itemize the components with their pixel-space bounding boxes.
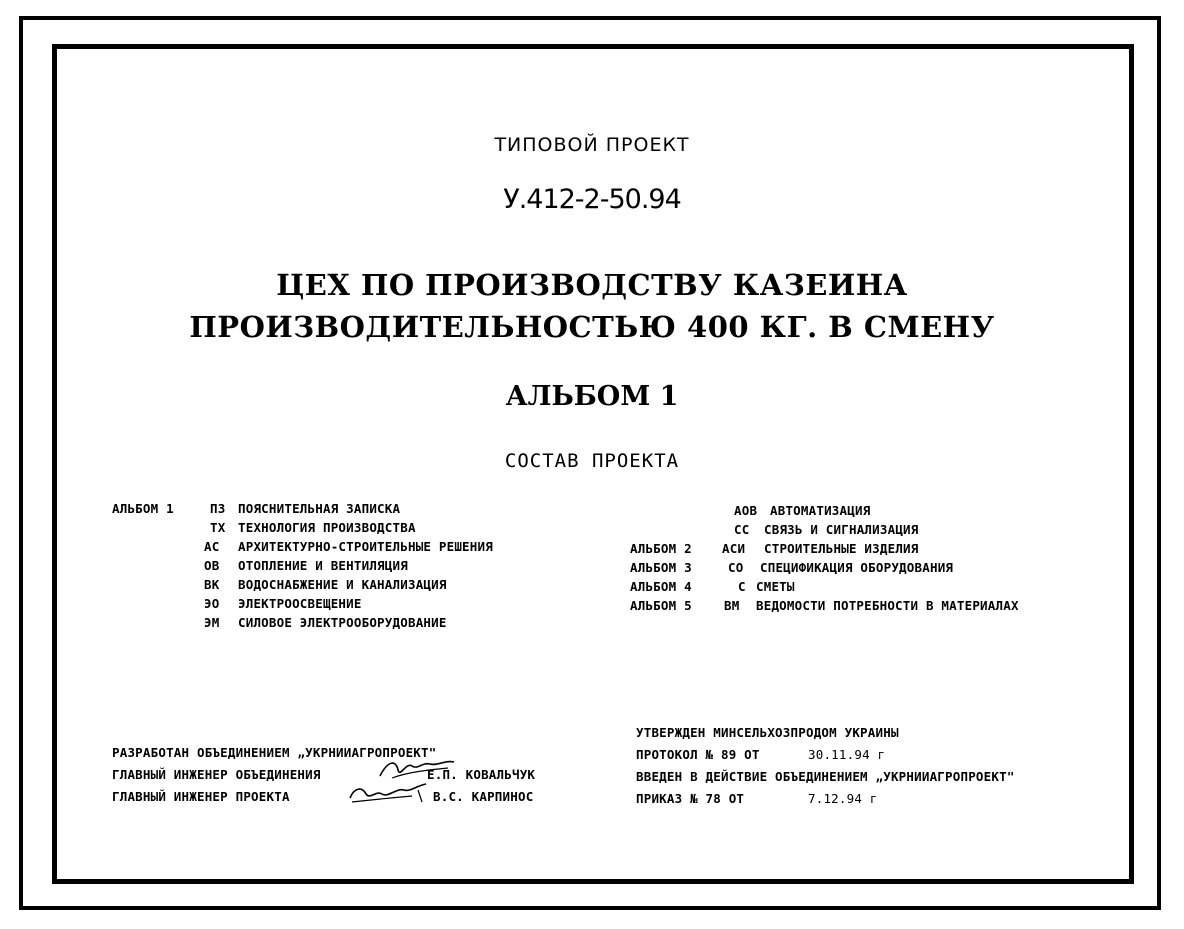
signature-icon [346, 780, 430, 808]
section-name: СИЛОВОЕ ЭЛЕКТРООБОРУДОВАНИЕ [238, 615, 447, 630]
chief-engineer-assoc-label: ГЛАВНЫЙ ИНЖЕНЕР ОБЪЕДИНЕНИЯ [112, 767, 321, 782]
title-line-1: ЦЕХ ПО ПРОИЗВОДСТВУ КАЗЕИНА [276, 268, 908, 302]
section-name: АРХИТЕКТУРНО-СТРОИТЕЛЬНЫЕ РЕШЕНИЯ [238, 539, 493, 554]
section-code: ТХ [210, 520, 226, 535]
enacted-by: ВВЕДЕН В ДЕЙСТВИЕ ОБЪЕДИНЕНИЕМ „УКРНИИАГРОПРОЕКТ" [636, 769, 1015, 784]
section-code: СС [734, 522, 750, 537]
section-code: ПЗ [210, 501, 226, 516]
section-code: ОВ [204, 558, 220, 573]
section-name: ВОДОСНАБЖЕНИЕ И КАНАЛИЗАЦИЯ [238, 577, 447, 592]
composition-heading: СОСТАВ ПРОЕКТА [504, 450, 680, 472]
section-name: ВЕДОМОСТИ ПОТРЕБНОСТИ В МАТЕРИАЛАХ [756, 598, 1019, 613]
album-number: АЛЬБОМ 5 [630, 598, 692, 613]
protocol-date: 30.11.94 г [808, 747, 886, 762]
protocol-label: ПРОТОКОЛ № 89 ОТ [636, 747, 760, 762]
album-number: АЛЬБОМ 2 [630, 541, 692, 556]
approved-by: УТВЕРЖДЕН МИНСЕЛЬХОЗПРОДОМ УКРАИНЫ [636, 725, 899, 740]
section-name: ЭЛЕКТРООСВЕЩЕНИЕ [238, 596, 362, 611]
section-name: ТЕХНОЛОГИЯ ПРОИЗВОДСТВА [238, 520, 416, 535]
chief-engineer-project-name: В.С. КАРПИНОС [433, 789, 534, 804]
section-name: СМЕТЫ [756, 579, 795, 594]
chief-engineer-assoc-row [112, 766, 536, 783]
album-number: АЛЬБОМ 1 [112, 501, 174, 516]
section-code: С [738, 579, 746, 594]
section-name: СВЯЗЬ И СИГНАЛИЗАЦИЯ [764, 522, 919, 537]
section-code: ВК [204, 577, 220, 592]
section-name: ПОЯСНИТЕЛЬНАЯ ЗАПИСКА [238, 501, 401, 516]
section-name: СТРОИТЕЛЬНЫЕ ИЗДЕЛИЯ [764, 541, 919, 556]
chief-engineer-project-row [112, 788, 534, 805]
album-heading: АЛЬБОМ 1 [505, 381, 679, 412]
protocol-row [636, 746, 886, 763]
chief-engineer-project-label: ГЛАВНЫЙ ИНЖЕНЕР ПРОЕКТА [112, 789, 290, 804]
section-code: АОВ [734, 503, 758, 518]
section-code: ЭО [204, 596, 220, 611]
section-code: ВМ [724, 598, 740, 613]
section-code: АСИ [722, 541, 746, 556]
title-line-2: ПРОИЗВОДИТЕЛЬНОСТЬЮ 400 КГ. В СМЕНУ [189, 310, 995, 344]
section-code: ЭМ [204, 615, 220, 630]
section-name: ОТОПЛЕНИЕ И ВЕНТИЛЯЦИЯ [238, 558, 408, 573]
typical-project-label: ТИПОВОЙ ПРОЕКТ [494, 134, 690, 156]
order-row [636, 790, 878, 807]
album-number: АЛЬБОМ 3 [630, 560, 692, 575]
developed-by: РАЗРАБОТАН ОБЪЕДИНЕНИЕМ „УКРНИИАГРОПРОЕКТ" [112, 745, 437, 760]
order-label: ПРИКАЗ № 78 ОТ [636, 791, 745, 806]
chief-engineer-assoc-name: Е.П. КОВАЛЬЧУК [427, 767, 536, 782]
order-date: 7.12.94 г [808, 791, 878, 806]
section-name: АВТОМАТИЗАЦИЯ [770, 503, 871, 518]
album-number: АЛЬБОМ 4 [630, 579, 692, 594]
section-code: СО [728, 560, 744, 575]
project-code: У.412-2-50.94 [503, 184, 681, 215]
section-code: АС [204, 539, 220, 554]
section-name: СПЕЦИФИКАЦИЯ ОБОРУДОВАНИЯ [760, 560, 954, 575]
signature-icon [378, 756, 458, 782]
